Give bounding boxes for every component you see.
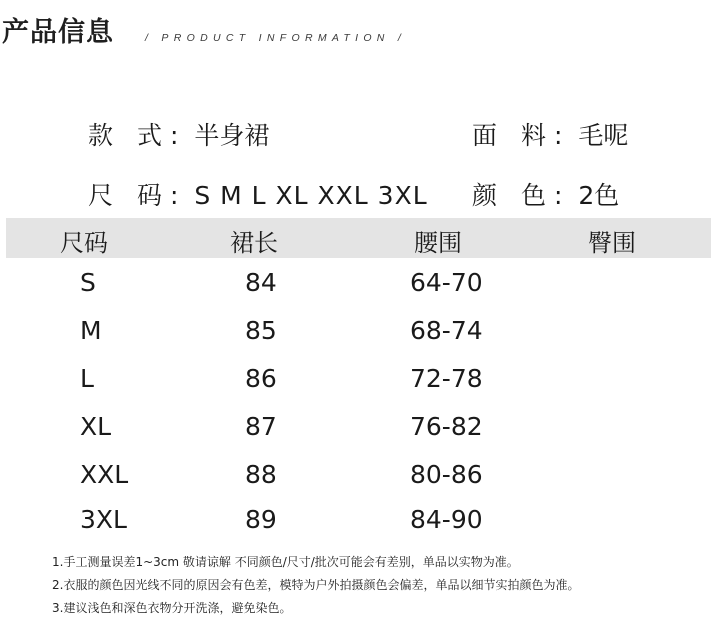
cell-waist: 80-86	[410, 460, 483, 489]
cell-size: 3XL	[80, 505, 127, 534]
info-style-value: 半身裙	[194, 121, 270, 150]
cell-waist: 64-70	[410, 268, 483, 297]
cell-size: S	[80, 268, 96, 297]
note-line: 1.手工测量误差1~3cm 敬请谅解 不同颜色/尺寸/批次可能会有差别，单品以实物为准。	[52, 555, 519, 569]
cell-size: XXL	[80, 460, 129, 489]
table-row	[0, 412, 720, 452]
cell-size: XL	[80, 412, 112, 441]
info-material-label: 面 料:	[472, 121, 571, 150]
table-row	[0, 460, 720, 500]
info-size-label: 尺 码:	[88, 181, 187, 210]
cell-length: 87	[245, 412, 277, 441]
info-style	[88, 116, 269, 152]
table-row	[0, 316, 720, 356]
cell-length: 85	[245, 316, 277, 345]
section-title: 产品信息	[2, 17, 114, 48]
table-row	[0, 268, 720, 308]
info-color	[472, 176, 619, 212]
cell-size: M	[80, 316, 102, 345]
cell-waist: 84-90	[410, 505, 483, 534]
cell-waist: 76-82	[410, 412, 483, 441]
cell-length: 86	[245, 364, 277, 393]
section-header	[0, 8, 720, 48]
info-style-label: 款 式:	[88, 121, 187, 150]
cell-length: 84	[245, 268, 277, 297]
cell-length: 88	[245, 460, 277, 489]
note-line: 2.衣服的颜色因光线不同的原因会有色差，模特为户外拍摄颜色会偏差，单品以细节实拍颜色为准。	[52, 578, 580, 592]
info-material	[472, 116, 628, 152]
cell-waist: 72-78	[410, 364, 483, 393]
section-subtitle: / PRODUCT INFORMATION /	[145, 32, 407, 44]
info-color-label: 颜 色:	[472, 181, 571, 210]
note-line: 3.建议浅色和深色衣物分开洗涤，避免染色。	[52, 601, 292, 615]
info-size-value: S M L XL XXL 3XL	[194, 181, 428, 210]
header-size: 尺码	[60, 229, 108, 257]
info-color-value: 2色	[578, 181, 620, 210]
table-row	[0, 505, 720, 545]
cell-length: 89	[245, 505, 277, 534]
table-row	[0, 364, 720, 404]
header-waist: 腰围	[414, 229, 462, 257]
header-length: 裙长	[230, 229, 278, 257]
cell-waist: 68-74	[410, 316, 483, 345]
info-material-value: 毛呢	[578, 121, 629, 150]
header-hip: 臀围	[588, 229, 636, 257]
cell-size: L	[80, 364, 94, 393]
info-size	[88, 176, 428, 212]
size-table-header	[6, 218, 711, 258]
care-notes	[52, 551, 579, 620]
